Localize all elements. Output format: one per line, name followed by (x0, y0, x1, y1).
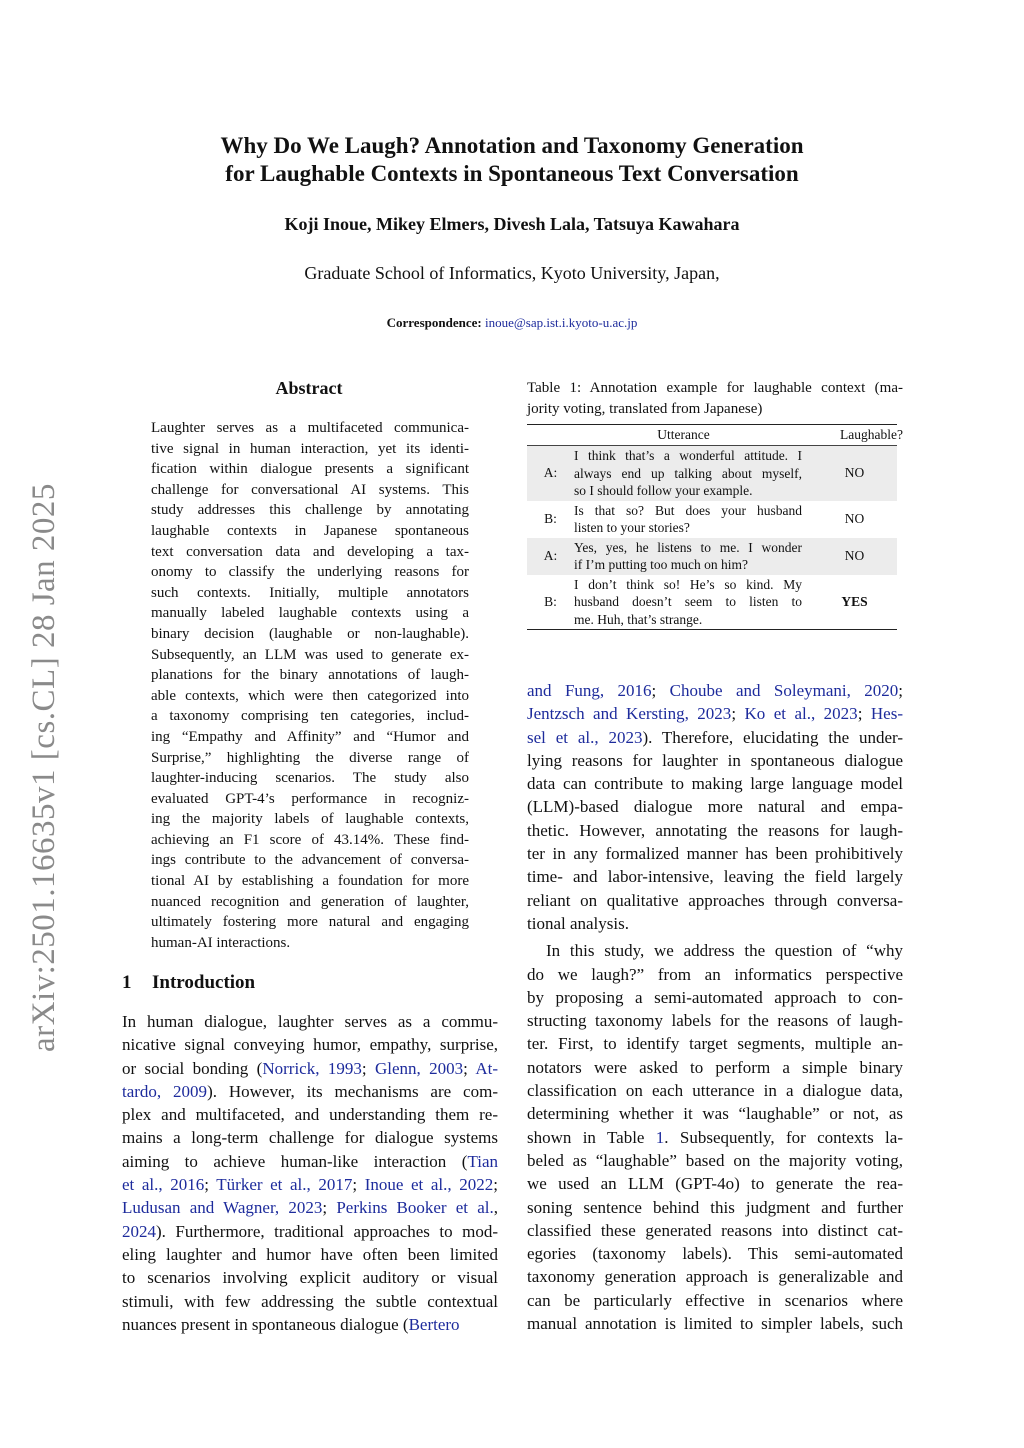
utterance-line: always end up talking about myself, (574, 465, 802, 481)
text-run: thetic. However, annotating the reasons for laugh- (527, 820, 903, 840)
speaker-cell: B: (544, 511, 557, 526)
abstract-line: ing the majority labels of laughable contexts, (151, 811, 469, 828)
citation-link[interactable]: Perkins Booker et al. (336, 1198, 494, 1218)
para-line (527, 702, 903, 725)
text-run: do we laugh?” from an informatics perspective (527, 964, 903, 984)
citation-link[interactable]: Ko et al., 2023 (744, 704, 858, 724)
text-run: ; (731, 704, 745, 724)
table-bottom-rule (527, 629, 897, 630)
abstract-line: onomy to classify the underlying reasons for (151, 564, 469, 581)
abstract-line: text conversation data and developing a tax- (151, 543, 469, 560)
section-number: 1 (122, 972, 132, 993)
text-run: ; (898, 681, 903, 700)
abstract-line: manually labeled laughable contexts using a (151, 605, 469, 622)
utterance-line: Yes, yes, he listens to me. I wonder (574, 539, 802, 555)
utterance-line: if I’m putting too much on him? (574, 557, 748, 572)
intro-line (122, 1080, 498, 1103)
para-line (527, 1265, 903, 1288)
text-run: ; (463, 1058, 476, 1078)
citation-link[interactable]: Bertero (408, 1314, 460, 1334)
text-run: determining whether it was “laughable” or not, as (527, 1104, 903, 1124)
citation-link[interactable]: Hes- (870, 704, 903, 724)
abstract-line: Surprise,” highlighting the diverse range of (151, 749, 469, 766)
para-line (527, 889, 903, 912)
utterance-line: so I should follow your example. (574, 483, 753, 498)
abstract-line: challenge for conversational AI systems. This (151, 481, 469, 498)
text-run: we used an LLM (GPT-4o) to generate the rea- (527, 1174, 903, 1194)
citation-link[interactable]: Jentzsch and Kersting, 2023 (527, 704, 732, 724)
paragraph (527, 679, 903, 935)
paper-title (150, 132, 874, 188)
text-run: lying reasons for laughter in spontaneous dialogue (527, 750, 903, 770)
utterance-cell (574, 538, 802, 575)
table-header-row (527, 425, 903, 445)
abstract-line: study addresses this challenge by annotating (151, 502, 469, 519)
text-run: ter in any formalized manner has been prohibitively (527, 844, 903, 864)
correspondence (150, 315, 874, 331)
text-run: stimuli, with few addressing the subtle contextual (122, 1291, 498, 1311)
text-run: ; (857, 704, 871, 724)
text-run: manual annotation is limited to simpler labels, such (527, 1314, 903, 1334)
abstract-line: laughter-inducing scenarios. The study also (151, 770, 469, 787)
para-line (527, 772, 903, 795)
abstract-line: fication within dialogue presents a significant (151, 461, 469, 478)
text-run: ; (352, 1175, 365, 1195)
para-line (527, 1172, 903, 1195)
correspondence-label: Correspondence: (386, 315, 482, 330)
utterance-line: listen to your stories? (574, 520, 690, 535)
abstract-line: Laughter serves as a multifaceted communica- (151, 420, 469, 436)
laughable-cell: NO (844, 465, 865, 481)
abstract-heading: Abstract (275, 378, 343, 398)
intro-line (122, 1033, 498, 1056)
intro-line (122, 1243, 498, 1266)
para-line (527, 842, 903, 865)
text-run: shown in Table (527, 1127, 656, 1147)
abstract-line: ultimately fostering more natural and engaging (151, 914, 469, 931)
intro-line (122, 1126, 498, 1149)
citation-link[interactable]: At- (475, 1058, 498, 1078)
citation-link[interactable]: 2024 (122, 1221, 156, 1241)
abstract-line: planations for the binary annotations of laugh- (151, 667, 469, 684)
intro-line (122, 1010, 498, 1033)
para-line (527, 865, 903, 888)
text-run: ; (651, 681, 670, 700)
laughable-cell: YES (841, 593, 868, 609)
para-line (527, 1149, 903, 1172)
text-run: aiming to achieve human-like interaction ( (122, 1151, 468, 1171)
text-run: can be particularly effective in scenarios where (527, 1290, 903, 1310)
text-run: nuances present in spontaneous dialogue ( (122, 1314, 409, 1334)
para-line (527, 1312, 903, 1335)
text-run: ). However, its mechanisms are com- (207, 1081, 498, 1101)
utterance-cell (574, 446, 802, 501)
column-header-utterance: Utterance (657, 427, 710, 442)
text-run: reliant on qualitative approaches through conversa- (527, 890, 903, 910)
para-line (527, 819, 903, 842)
citation-link[interactable]: Choube and Soleymani, 2020 (669, 681, 899, 700)
section-title: Introduction (152, 972, 256, 993)
speaker-cell: A: (543, 465, 558, 481)
text-run: (LLM)-based dialogue more natural and empa- (527, 797, 903, 817)
text-run: notators were asked to perform a simple binary (527, 1057, 903, 1077)
table-row (527, 575, 897, 630)
text-run: . Subsequently, for contexts la- (664, 1127, 903, 1147)
para-line (527, 986, 903, 1009)
intro-line (122, 1290, 498, 1313)
para-line (527, 1079, 903, 1102)
text-run: structing taxonomy labels for the reasons of laugh- (527, 1011, 903, 1031)
intro-line (122, 1196, 498, 1219)
para-line (527, 912, 903, 935)
text-run: soning sentence behind this judgment and further (527, 1197, 903, 1217)
text-run: taxonomy generation approach is generalizable and (527, 1267, 903, 1287)
arxiv-watermark: arXiv:2501.16635v1 [cs.CL] 28 Jan 2025 (26, 483, 62, 1052)
text-run: classified these generated reasons into distinct cat- (527, 1220, 903, 1240)
abstract-line: human-AI interactions. (151, 934, 291, 951)
caption-line: jority voting, translated from Japanese) (527, 400, 763, 417)
intro-line (122, 1057, 498, 1080)
caption-line: Table 1: Annotation example for laughable context (ma- (527, 380, 903, 396)
text-run: ; (322, 1198, 337, 1218)
text-run: ; (493, 1175, 498, 1195)
intro-line (122, 1103, 498, 1126)
text-run: by proposing a semi-automated approach to con- (527, 987, 903, 1007)
paragraph (527, 939, 903, 1335)
citation-link[interactable]: Norrick, 1993 (262, 1058, 362, 1078)
citation-link[interactable]: and Fung, 2016 (527, 681, 652, 700)
intro-line (122, 1173, 498, 1196)
para-line (527, 1056, 903, 1079)
citation-link[interactable]: Türker et al., 2017 (216, 1175, 353, 1195)
table-body (527, 446, 897, 629)
speaker-cell: B: (544, 593, 557, 609)
utterance-line: husband doesn’t seem to listen to (574, 594, 802, 609)
affiliation: Graduate School of Informatics, Kyoto University, Japan, (304, 263, 720, 283)
text-run: egories (taxonomy labels). This semi-automated (527, 1244, 903, 1264)
para-line (527, 1219, 903, 1242)
text-run: In this study, we address the question of “why (546, 941, 903, 961)
right-column-body (527, 679, 903, 1335)
text-run: mains a long-term challenge for dialogue systems (122, 1128, 498, 1148)
abstract-line: laughable contexts in Japanese spontaneous (151, 522, 469, 539)
text-run: , (493, 1198, 498, 1218)
abstract-line: binary decision (laughable or non-laughable). (151, 625, 469, 642)
abstract-line: tive signal in human interaction, yet its identi- (151, 440, 469, 457)
abstract-line: ing “Empathy and Affinity” and “Humor and (151, 728, 469, 745)
text-run: tional analysis. (527, 913, 629, 933)
utterance-cell (574, 501, 802, 538)
utterance-line: I don’t think so! He’s so kind. My (574, 576, 802, 592)
correspondence-email-link[interactable]: inoue@sap.ist.i.kyoto-u.ac.jp (484, 315, 638, 330)
title-line-1: Why Do We Laugh? Annotation and Taxonomy Generation (220, 133, 804, 158)
author-list: Koji Inoue, Mikey Elmers, Divesh Lala, Tatsuya Kawahara (284, 214, 740, 234)
intro-line (122, 1220, 498, 1243)
utterance-line: Is that so? But does your husband (574, 502, 802, 518)
text-run: ter. First, to identify target segments, multiple an- (527, 1034, 903, 1054)
text-run: ; (361, 1058, 375, 1078)
abstract-line: such contexts. Initially, multiple annotators (151, 584, 469, 601)
speaker-cell: A: (543, 548, 558, 563)
annotation-table (527, 424, 903, 630)
text-run: In human dialogue, laughter serves as a commu- (122, 1012, 498, 1031)
citation-link[interactable]: tardo, 2009 (122, 1081, 208, 1101)
text-run: eling laughter and humor have often been limited (122, 1244, 498, 1264)
text-run: ). Therefore, elucidating the under- (642, 727, 904, 747)
citation-link[interactable]: sel et al., 2023 (527, 727, 643, 747)
laughable-cell: NO (844, 548, 865, 563)
laughable-cell: NO (844, 511, 865, 526)
intro-line (122, 1150, 498, 1173)
para-line (527, 679, 903, 702)
abstract-line: tional AI by establishing a foundation for more (151, 873, 469, 890)
text-run: or social bonding ( (122, 1058, 263, 1078)
text-run: time- and labor-intensive, leaving the field largely (527, 867, 903, 887)
title-line-2: for Laughable Contexts in Spontaneous Text Conversation (225, 161, 799, 186)
table-caption (527, 378, 903, 420)
citation-link[interactable]: Glenn, 2003 (374, 1058, 464, 1078)
citation-link[interactable]: 1 (655, 1127, 665, 1147)
utterance-line: me. Huh, that’s strange. (574, 611, 703, 627)
text-run: ; (204, 1175, 217, 1195)
abstract-line: able contexts, which were then categorized into (151, 687, 469, 704)
text-run: to scenarios involving explicit auditory or visual (122, 1268, 498, 1288)
para-line (527, 1126, 903, 1149)
text-run: ). Furthermore, traditional approaches to mod- (156, 1221, 498, 1241)
para-line (527, 1289, 903, 1312)
text-run: classification on each utterance in a dialogue data, (527, 1081, 903, 1101)
abstract-line: achieving an F1 score of 43.14%. These find- (151, 831, 469, 848)
table-row (527, 538, 897, 575)
utterance-cell (574, 575, 802, 630)
para-line (527, 939, 903, 962)
section-heading-introduction (122, 972, 255, 994)
abstract-body (151, 418, 469, 953)
intro-line (122, 1266, 498, 1289)
para-line (527, 726, 903, 749)
table-row (527, 501, 897, 538)
table-row (527, 446, 897, 501)
text-run: beled as “laughable” based on the majority voting, (527, 1150, 903, 1170)
column-header-laughable: Laughable? (840, 427, 903, 442)
citation-link[interactable]: Inoue et al., 2022 (364, 1175, 494, 1195)
text-run: plex and multifaceted, and understanding them re- (122, 1105, 498, 1125)
citation-link[interactable]: et al., 2016 (122, 1175, 205, 1195)
abstract-line: a taxonomy comprising ten categories, includ- (151, 708, 469, 725)
abstract-line: nuanced recognition and generation of laughter, (151, 893, 469, 910)
introduction-body (122, 1010, 498, 1336)
intro-line (122, 1313, 498, 1336)
para-line (527, 1102, 903, 1125)
para-line (527, 1009, 903, 1032)
abstract-line: evaluated GPT-4’s performance in recogniz- (151, 790, 469, 807)
utterance-line: I think that’s a wonderful attitude. I (574, 448, 802, 463)
abstract-line: Subsequently, an LLM was used to generate ex- (151, 646, 469, 663)
para-line (527, 749, 903, 772)
para-line (527, 963, 903, 986)
text-run: nicative signal conveying humor, empathy, surprise, (122, 1035, 498, 1055)
citation-link[interactable]: Tian (467, 1151, 498, 1171)
text-run: data can contribute to making large language model (527, 774, 903, 794)
citation-link[interactable]: Ludusan and Wagner, 2023 (122, 1198, 323, 1218)
para-line (527, 1242, 903, 1265)
abstract-line: ings contribute to the advancement of conversa- (151, 852, 469, 869)
para-line (527, 1196, 903, 1219)
para-line (527, 795, 903, 818)
para-line (527, 1032, 903, 1055)
